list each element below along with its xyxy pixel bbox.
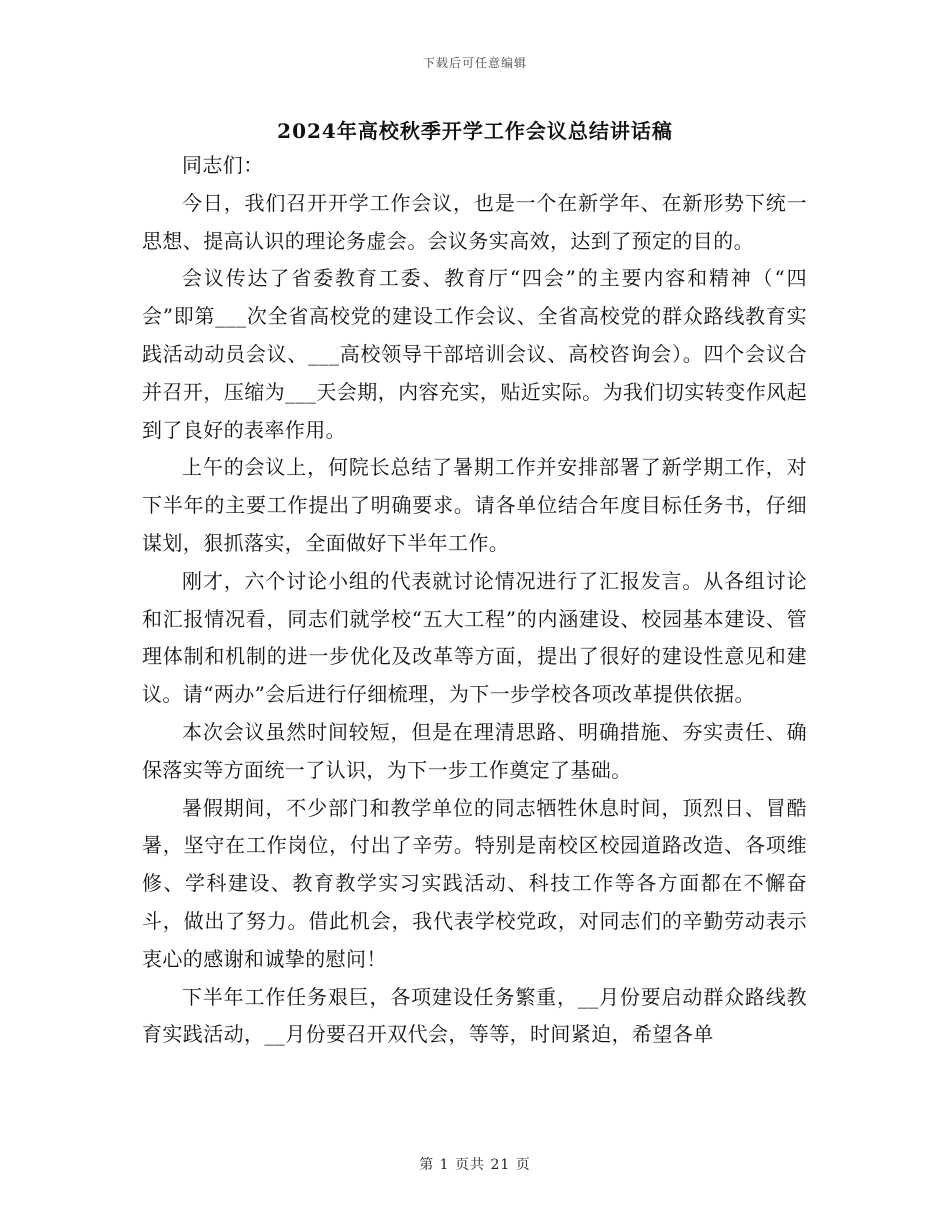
paragraph-opening: 今日，我们召开开学工作会议，也是一个在新学年、在新形势下统一思想、提高认识的理论务虚会。会议务实高效，达到了预定的目的。 xyxy=(142,190,807,253)
page-number-footer: 第 1 页共 21 页 xyxy=(419,1157,531,1173)
paragraph-group-reports: 刚才，六个讨论小组的代表就讨论情况进行了汇报发言。从各组讨论和汇报情况看，同志们就学校“五大工程”的内涵建设、校园基本建设、管理体制和机制的进一步优化及改革等方面，提出了很好的建设性意见和建议。请“两办”会后进行仔细梳理，为下一步学校各项改革提供依据。 xyxy=(142,568,807,707)
paragraph-second-half-tasks: 下半年工作任务艰巨，各项建设任务繁重，__月份要启动群众路线教育实践活动，__月份要召开双代会，等等，时间紧迫，希望各单 xyxy=(142,984,807,1047)
document-title: 2024年高校秋季开学工作会议总结讲话稿 xyxy=(277,119,673,143)
paragraph-morning-meeting: 上午的会议上，何院长总结了暑期工作并安排部署了新学期工作，对下半年的主要工作提出了明确要求。请各单位结合年度目标任务书，仔细谋划，狠抓落实，全面做好下半年工作。 xyxy=(142,455,807,555)
paragraph-meeting-result: 本次会议虽然时间较短，但是在理清思路、明确措施、夯实责任、确保落实等方面统一了认识，为下一步工作奠定了基础。 xyxy=(142,719,807,782)
paragraph-four-meetings: 会议传达了省委教育工委、教育厅“四会”的主要内容和精神（“四会”即第___次全省高校党的建设工作会议、全省高校党的群众路线教育实践活动动员会议、___高校领导干部培训会议、高校咨询会）。四个会议合并召开，压缩为___天会期，内容充实，贴近实际。为我们切实转变作风起到了良好的表率作用。 xyxy=(142,266,807,442)
header-note: 下载后可任意编辑 xyxy=(422,56,527,70)
document-body xyxy=(142,147,807,1054)
paragraph-summer-thanks: 暑假期间，不少部门和教学单位的同志牺牲休息时间，顶烈日、冒酷暑，坚守在工作岗位，付出了辛劳。特别是南校区校园道路改造、各项维修、学科建设、教育教学实习实践活动、科技工作等各方面都在不懈奋斗，做出了努力。借此机会，我代表学校党政，对同志们的辛勤劳动表示衷心的感谢和诚挚的慰问！ xyxy=(142,795,807,971)
paragraph-salutation: 同志们： xyxy=(182,153,264,177)
